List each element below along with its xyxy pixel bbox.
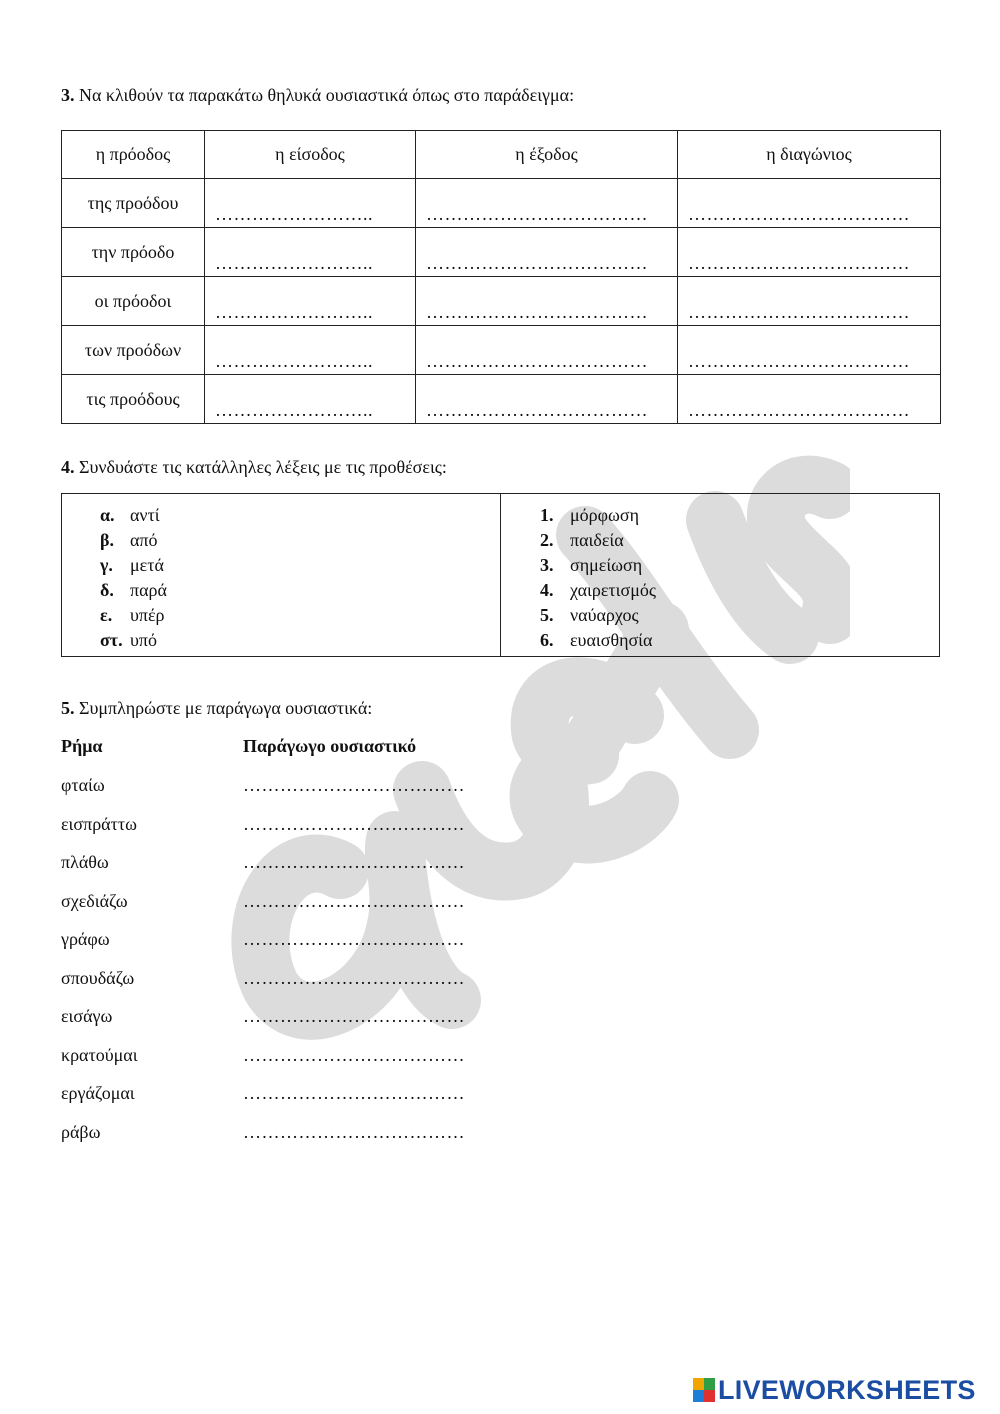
item-marker: 4. xyxy=(540,580,554,600)
table-row xyxy=(62,179,941,228)
item-word: υπέρ xyxy=(130,605,165,625)
answer-blank[interactable]: ……………………………… xyxy=(678,326,941,375)
answer-blank[interactable]: ……………………………… xyxy=(243,1122,465,1142)
item-word: από xyxy=(130,530,158,550)
list-item xyxy=(61,1122,561,1152)
example-case: οι πρόοδοι xyxy=(62,277,205,326)
verb-text: σχεδιάζω xyxy=(61,891,128,911)
exercise-5-heading xyxy=(61,698,372,719)
answer-blank[interactable]: ……………………………… xyxy=(416,228,678,277)
answer-blank[interactable]: ……………………………… xyxy=(416,277,678,326)
item-word: ναύαρχος xyxy=(570,605,639,625)
verb-text: εισάγω xyxy=(61,1006,113,1026)
item-word: υπό xyxy=(130,630,157,650)
list-item xyxy=(61,929,561,959)
answer-blank[interactable]: ……………………………… xyxy=(243,891,465,911)
answer-blank[interactable]: …………………….. xyxy=(205,277,416,326)
brand-name: LIVEWORKSHEETS xyxy=(718,1374,976,1405)
list-item[interactable] xyxy=(540,603,656,628)
list-item[interactable] xyxy=(540,578,656,603)
exercise-5-number: 5. xyxy=(61,698,75,718)
item-marker: α. xyxy=(100,505,115,525)
list-item xyxy=(61,968,561,998)
prepositions-list xyxy=(100,503,167,653)
exercise-4-instruction: Συνδυάστε τις κατάλληλες λέξεις με τις προθέσεις: xyxy=(79,457,447,477)
item-marker: ε. xyxy=(100,605,113,625)
item-marker: στ. xyxy=(100,630,123,650)
table-row xyxy=(62,375,941,424)
item-word: παρά xyxy=(130,580,167,600)
answer-blank[interactable]: …………………….. xyxy=(205,179,416,228)
answer-blank[interactable]: ……………………………… xyxy=(416,375,678,424)
answer-blank[interactable]: …………………….. xyxy=(205,326,416,375)
declension-table xyxy=(61,130,941,424)
answer-blank[interactable]: ……………………………… xyxy=(678,277,941,326)
matching-box xyxy=(61,493,940,657)
column-header-noun: Παράγωγο ουσιαστικό xyxy=(243,736,417,756)
exercise-5-instruction: Συμπληρώστε με παράγωγα ουσιαστικά: xyxy=(79,698,373,718)
item-word: μόρφωση xyxy=(570,505,639,525)
list-item[interactable] xyxy=(100,553,167,578)
answer-blank[interactable]: ……………………………… xyxy=(243,1045,465,1065)
item-marker: δ. xyxy=(100,580,114,600)
answer-blank[interactable]: ……………………………… xyxy=(243,814,465,834)
verb-text: φταίω xyxy=(61,775,105,795)
header-cell-eisodos: η είσοδος xyxy=(205,131,416,179)
item-word: σημείωση xyxy=(570,555,643,575)
header-cell-example: η πρόοδος xyxy=(62,131,205,179)
list-item xyxy=(61,852,561,882)
item-word: μετά xyxy=(130,555,164,575)
exercise-3-instruction: Να κλιθούν τα παρακάτω θηλυκά ουσιαστικά όπως στο παράδειγμα: xyxy=(79,85,575,105)
verb-text: εργάζομαι xyxy=(61,1083,135,1103)
list-item[interactable] xyxy=(540,503,656,528)
answer-blank[interactable]: ……………………………… xyxy=(416,326,678,375)
item-marker: γ. xyxy=(100,555,113,575)
list-item xyxy=(61,1083,561,1113)
answer-blank[interactable]: ……………………………… xyxy=(243,929,465,949)
answer-blank[interactable]: ……………………………… xyxy=(243,852,465,872)
answer-blank[interactable]: ……………………………… xyxy=(678,228,941,277)
answer-blank[interactable]: ……………………………… xyxy=(243,775,465,795)
item-word: αντί xyxy=(130,505,160,525)
answer-blank[interactable]: ……………………………… xyxy=(243,968,465,988)
list-item[interactable] xyxy=(100,628,167,653)
item-marker: 2. xyxy=(540,530,554,550)
list-item[interactable] xyxy=(100,503,167,528)
example-case: της προόδου xyxy=(62,179,205,228)
answer-blank[interactable]: ……………………………… xyxy=(678,179,941,228)
list-item xyxy=(61,891,561,921)
header-cell-diagonios: η διαγώνιος xyxy=(678,131,941,179)
exercise-4-number: 4. xyxy=(61,457,75,477)
table-row xyxy=(62,228,941,277)
list-item[interactable] xyxy=(100,578,167,603)
liveworksheets-logo-icon xyxy=(693,1378,715,1402)
item-marker: 1. xyxy=(540,505,554,525)
answer-blank[interactable]: …………………….. xyxy=(205,375,416,424)
answer-blank[interactable]: ……………………………… xyxy=(243,1006,465,1026)
item-marker: β. xyxy=(100,530,114,550)
item-word: χαιρετισμός xyxy=(570,580,656,600)
list-item[interactable] xyxy=(540,528,656,553)
verb-text: πλάθω xyxy=(61,852,109,872)
exercise-4-heading xyxy=(61,457,447,478)
example-case: τις προόδους xyxy=(62,375,205,424)
column-header-verb: Ρήμα xyxy=(61,736,103,756)
list-item[interactable] xyxy=(100,528,167,553)
list-item xyxy=(61,1045,561,1075)
verb-text: κρατούμαι xyxy=(61,1045,138,1065)
item-marker: 3. xyxy=(540,555,554,575)
answer-blank[interactable]: ……………………………… xyxy=(678,375,941,424)
header-cell-exodos: η έξοδος xyxy=(416,131,678,179)
list-item xyxy=(61,814,561,844)
item-word: ευαισθησία xyxy=(570,630,653,650)
exercise-3-number: 3. xyxy=(61,85,75,105)
list-item[interactable] xyxy=(100,603,167,628)
item-marker: 6. xyxy=(540,630,554,650)
column-divider xyxy=(500,494,501,656)
words-list xyxy=(540,503,656,653)
answer-blank[interactable]: …………………….. xyxy=(205,228,416,277)
declension-header-row xyxy=(62,131,941,179)
answer-blank[interactable]: ……………………………… xyxy=(243,1083,465,1103)
verb-text: γράφω xyxy=(61,929,110,949)
list-item[interactable] xyxy=(540,628,656,653)
verb-text: εισπράττω xyxy=(61,814,137,834)
table-row xyxy=(62,277,941,326)
item-word: παιδεία xyxy=(570,530,624,550)
list-item xyxy=(61,775,561,805)
list-item xyxy=(61,1006,561,1036)
exercise-3-heading xyxy=(61,85,574,106)
table-row xyxy=(62,326,941,375)
verb-text: σπουδάζω xyxy=(61,968,135,988)
answer-blank[interactable]: ……………………………… xyxy=(416,179,678,228)
example-case: την πρόοδο xyxy=(62,228,205,277)
item-marker: 5. xyxy=(540,605,554,625)
list-item[interactable] xyxy=(540,553,656,578)
example-case: των προόδων xyxy=(62,326,205,375)
liveworksheets-logo xyxy=(693,1374,993,1406)
verb-text: ράβω xyxy=(61,1122,101,1142)
